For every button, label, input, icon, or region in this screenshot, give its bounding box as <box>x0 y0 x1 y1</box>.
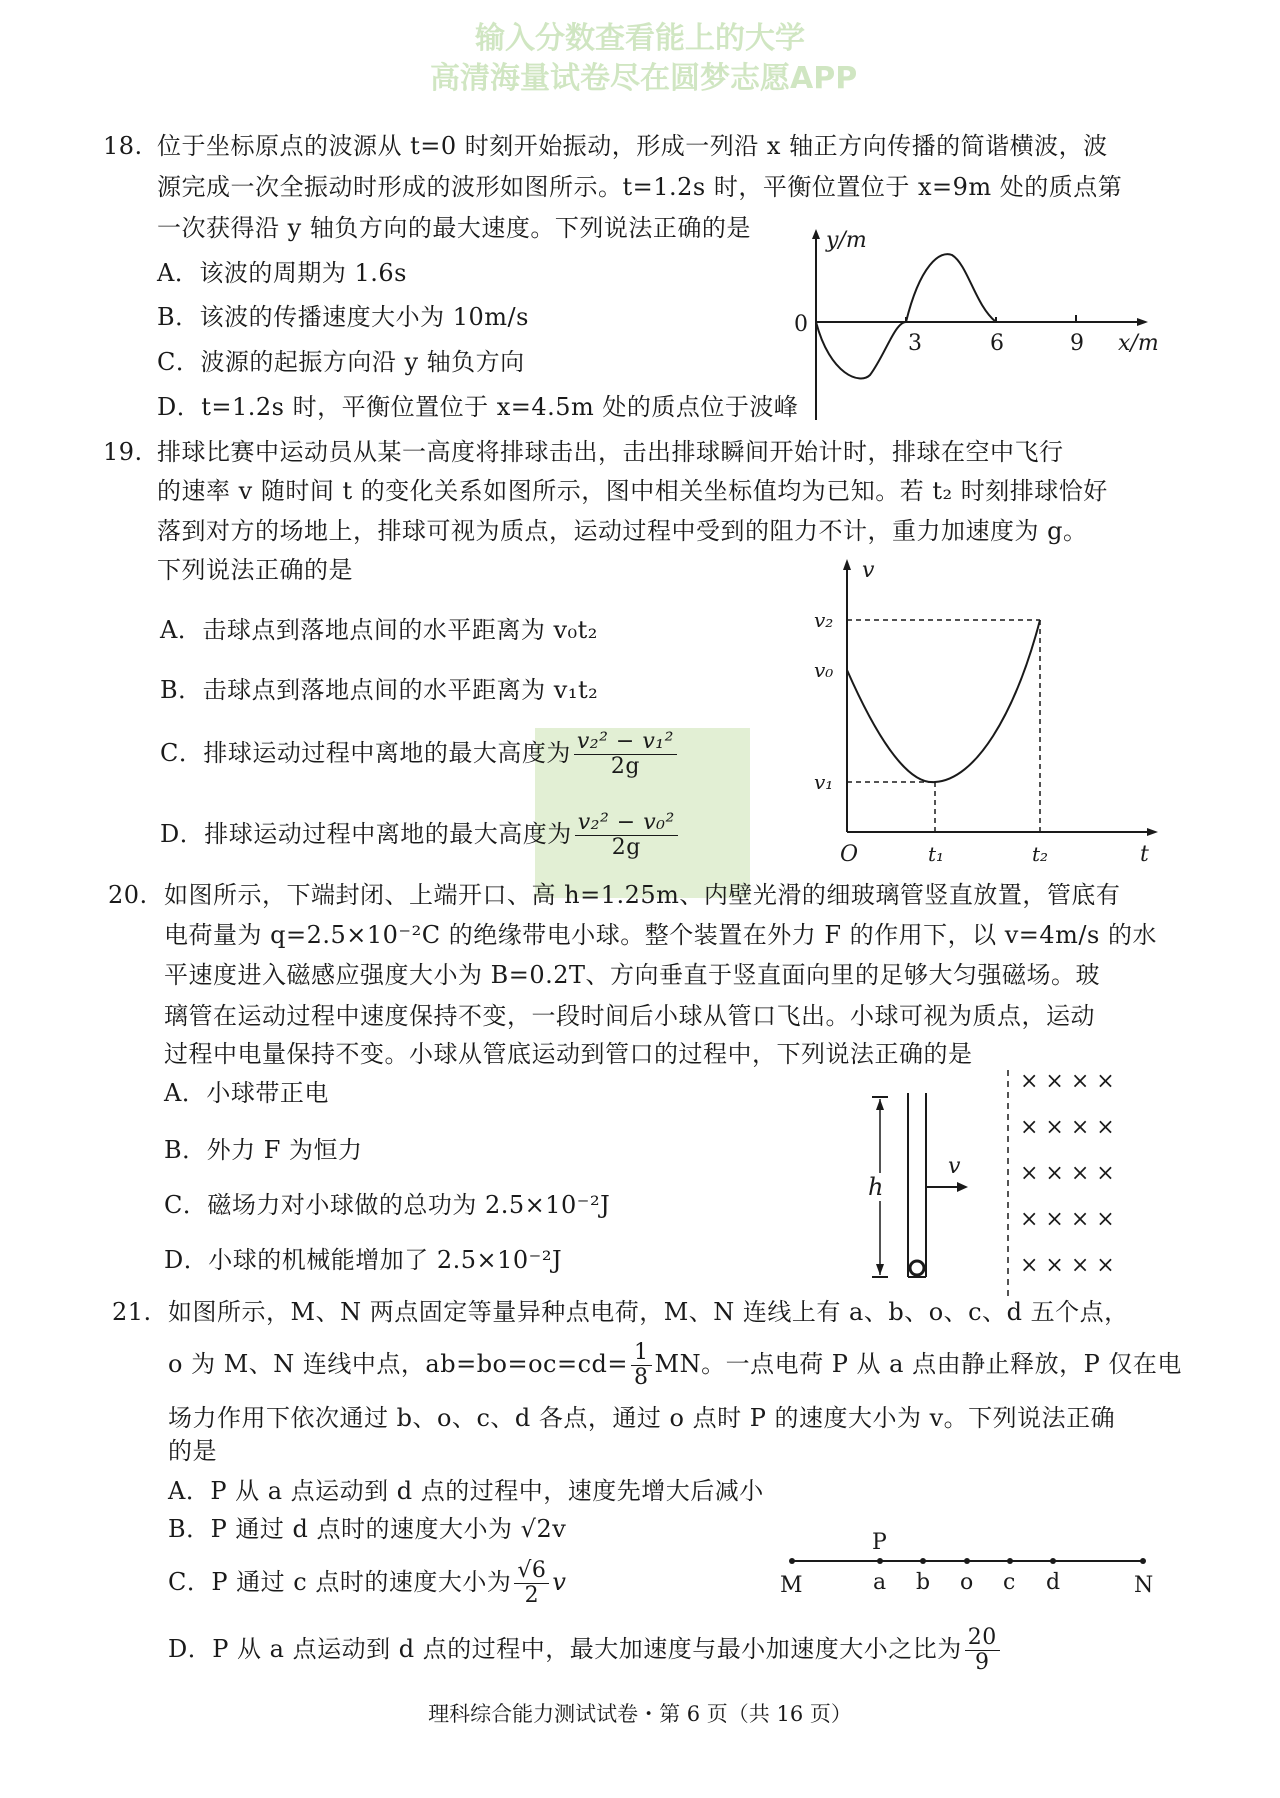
x-axis-label: x/m <box>1118 331 1159 356</box>
q19-line-1: 排球比赛中运动员从某一高度将排球击出，击出排球瞬间开始计时，排球在空中飞行 <box>157 438 1064 466</box>
t1-tick: t₁ <box>928 842 945 866</box>
origin-label: O <box>840 842 859 867</box>
q21-option-d <box>168 1621 1003 1677</box>
q18-line-1: 位于坐标原点的波源从 t=0 时刻开始振动，形成一列沿 x 轴正方向传播的简谐横波，波 <box>157 132 1108 160</box>
speed-curve <box>847 620 1040 782</box>
q21-option-d-fraction <box>965 1626 1000 1675</box>
denominator: 2g <box>610 754 640 779</box>
q19-line-2: 的速率 v 随时间 t 的变化关系如图所示，图中相关坐标值均为已知。若 t₂ 时刻排球恰好 <box>157 477 1108 505</box>
point-c-label: c <box>1003 1570 1016 1595</box>
q19-option-c <box>160 725 680 781</box>
y-axis-label: y/m <box>826 228 867 253</box>
point-N-label: N <box>1134 1573 1154 1598</box>
q21-charge-line-figure <box>770 1525 1170 1605</box>
q20-line-3: 平速度进入磁感应强度大小为 B=0.2T、方向垂直于竖直面向里的足够大匀强磁场。玻 <box>164 961 1101 989</box>
q20-option-d: D．小球的机械能增加了 2.5×10⁻²J <box>164 1246 563 1274</box>
x-tick-6: 6 <box>990 331 1004 356</box>
q19-line-4: 下列说法正确的是 <box>157 556 353 584</box>
q21-line-2 <box>168 1336 1182 1392</box>
q18-line-2: 源完成一次全振动时形成的波形如图所示。t=1.2s 时，平衡位置位于 x=9m 处的质点第 <box>157 173 1123 201</box>
q19-option-a: A．击球点到落地点间的水平距离为 v₀t₂ <box>160 616 598 644</box>
q21-option-c-fraction <box>514 1559 549 1608</box>
fraction-one-eighth <box>631 1341 652 1390</box>
q20-line-2: 电荷量为 q=2.5×10⁻²C 的绝缘带电小球。整个装置在外力 F 的作用下，以 v=4m/s 的水 <box>164 921 1157 949</box>
q19-velocity-graph <box>800 555 1170 875</box>
q18-wave-graph <box>780 225 1180 425</box>
magnetic-field-row: × × × × <box>1020 1253 1115 1278</box>
q21-option-c-text: C．P 通过 c 点时的速度大小为 <box>168 1568 512 1596</box>
q21-number: 21. <box>112 1298 152 1326</box>
q20-option-c: C．磁场力对小球做的总功为 2.5×10⁻²J <box>164 1191 611 1219</box>
velocity-symbol: v <box>552 1568 567 1596</box>
q20-option-a: A．小球带正电 <box>164 1079 329 1107</box>
v2-tick: v₂ <box>814 608 834 632</box>
numerator: 1 <box>631 1341 652 1366</box>
q20-option-b: B．外力 F 为恒力 <box>164 1136 363 1164</box>
q21-option-a: A．P 从 a 点运动到 d 点的过程中，速度先增大后减小 <box>168 1477 764 1505</box>
q18-option-a: A．该波的周期为 1.6s <box>157 259 407 287</box>
page-footer: 理科综合能力测试试卷・第 6 页（共 16 页） <box>428 1702 852 1726</box>
wave-curve <box>816 254 996 378</box>
v1-tick: v₁ <box>814 770 834 794</box>
q19-option-c-text: C．排球运动过程中离地的最大高度为 <box>160 739 571 767</box>
point-P-label: P <box>872 1530 887 1555</box>
velocity-label: v <box>948 1154 961 1179</box>
point-M-label: M <box>780 1573 803 1598</box>
q19-number: 19. <box>103 438 143 466</box>
magnetic-field-row: × × × × <box>1020 1207 1115 1232</box>
q19-option-c-fraction <box>574 730 677 779</box>
q19-option-d-text: D．排球运动过程中离地的最大高度为 <box>160 820 572 848</box>
q18-option-c: C．波源的起振方向沿 y 轴负方向 <box>157 348 525 376</box>
v-axis-label: v <box>862 558 875 583</box>
t2-tick: t₂ <box>1032 842 1049 866</box>
q21-option-b: B．P 通过 d 点时的速度大小为 √2v <box>168 1515 567 1543</box>
q18-number: 18. <box>103 132 143 160</box>
q19-option-d-fraction <box>575 811 678 860</box>
numerator: √6 <box>514 1559 549 1584</box>
t-axis-label: t <box>1140 842 1149 867</box>
q18-option-b: B．该波的传播速度大小为 10m/s <box>157 303 529 331</box>
denominator: 2 <box>524 1583 540 1608</box>
q18-line-3: 一次获得沿 y 轴负方向的最大速度。下列说法正确的是 <box>157 214 751 242</box>
q21-line-3: 场力作用下依次通过 b、o、c、d 各点，通过 o 点时 P 的速度大小为 v。下列说法正确 <box>168 1404 1116 1432</box>
point-b-label: b <box>916 1570 931 1595</box>
q21-line-2-b: MN。一点电荷 P 从 a 点由静止释放，P 仅在电 <box>654 1350 1182 1378</box>
numerator: v₂² − v₀² <box>575 811 678 836</box>
point-a-label: a <box>873 1570 887 1595</box>
x-tick-9: 9 <box>1070 331 1084 356</box>
origin-label: 0 <box>794 312 808 337</box>
point-o-label: o <box>960 1570 974 1595</box>
q20-line-1: 如图所示，下端封闭、上端开口、高 h=1.25m、内壁光滑的细玻璃管竖直放置，管底有 <box>164 881 1121 909</box>
height-label: h <box>868 1173 884 1201</box>
denominator: 8 <box>634 1365 649 1390</box>
q21-line-1: 如图所示，M、N 两点固定等量异种点电荷，M、N 连线上有 a、b、o、c、d 五个点， <box>168 1298 1129 1326</box>
q21-line-4: 的是 <box>168 1437 217 1465</box>
denominator: 2g <box>611 835 641 860</box>
point-d-label: d <box>1046 1570 1061 1595</box>
magnetic-field-row: × × × × <box>1020 1161 1115 1186</box>
q20-tube-figure <box>860 1065 1140 1300</box>
v0-tick: v₀ <box>814 658 834 682</box>
watermark-text-1: 输入分数查看能上的大学 <box>475 21 805 56</box>
q18-option-d: D．t=1.2s 时，平衡位置位于 x=4.5m 处的质点位于波峰 <box>157 393 799 421</box>
q19-option-d <box>160 806 681 862</box>
numerator: v₂² − v₁² <box>574 730 677 755</box>
q20-line-5: 过程中电量保持不变。小球从管底运动到管口的过程中，下列说法正确的是 <box>164 1040 973 1068</box>
q21-option-c <box>168 1554 566 1610</box>
charged-ball <box>910 1261 924 1275</box>
denominator: 9 <box>974 1650 990 1675</box>
x-tick-3: 3 <box>908 331 922 356</box>
q20-number: 20. <box>108 881 148 909</box>
q21-line-2-a: o 为 M、N 连线中点，ab=bo=oc=cd= <box>168 1350 629 1378</box>
q21-option-d-text: D．P 从 a 点运动到 d 点的过程中，最大加速度与最小加速度大小之比为 <box>168 1635 962 1663</box>
q19-option-b: B．击球点到落地点间的水平距离为 v₁t₂ <box>160 676 599 704</box>
q19-line-3: 落到对方的场地上，排球可视为质点，运动过程中受到的阻力不计，重力加速度为 g。 <box>157 517 1088 545</box>
magnetic-field-row: × × × × <box>1020 1069 1115 1094</box>
magnetic-field-row: × × × × <box>1020 1115 1115 1140</box>
q20-line-4: 璃管在运动过程中速度保持不变，一段时间后小球从管口飞出。小球可视为质点，运动 <box>164 1002 1095 1030</box>
watermark-text-2: 高清海量试卷尽在圆梦志愿APP <box>430 61 858 96</box>
numerator: 20 <box>965 1626 1000 1651</box>
